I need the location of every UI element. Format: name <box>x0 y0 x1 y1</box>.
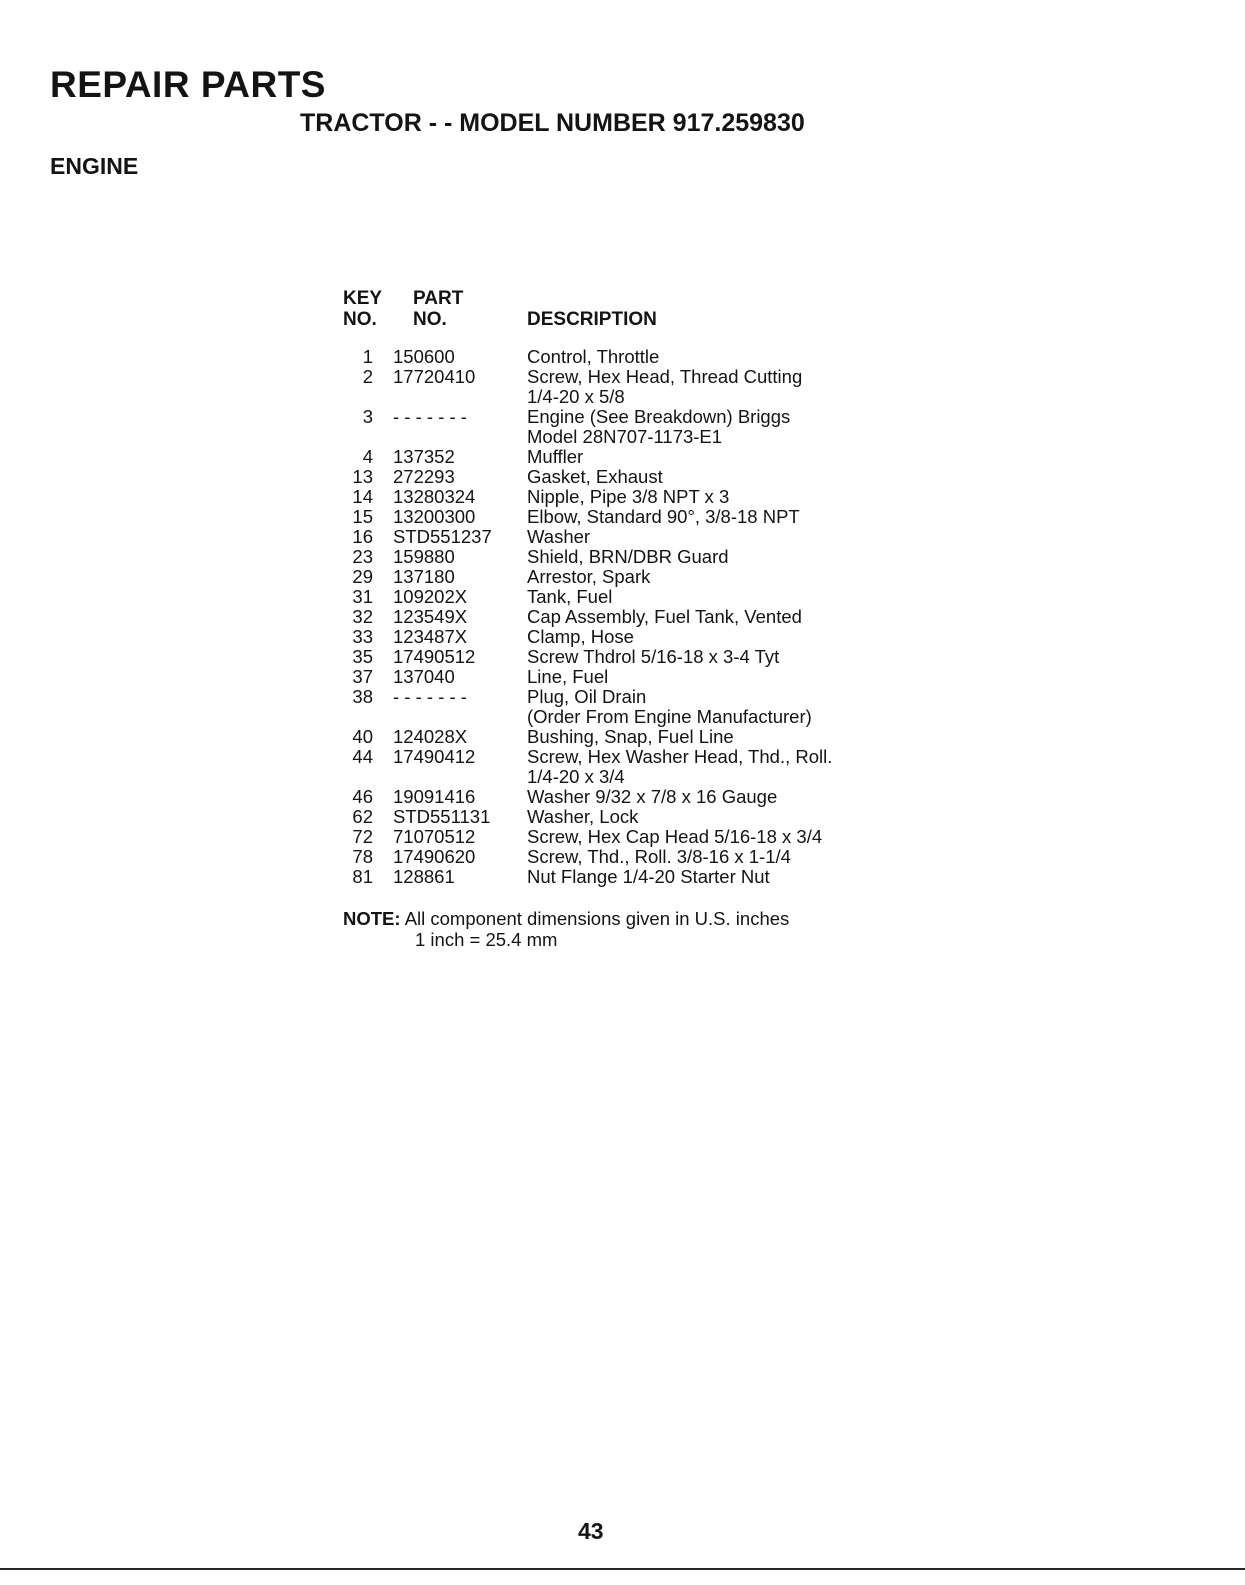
key-number: 14 <box>352 486 373 507</box>
model-number-heading: TRACTOR - - MODEL NUMBER 917.259830 <box>300 109 805 137</box>
note-text: All component dimensions given in U.S. inches <box>404 908 790 929</box>
part-description: Washer, Lock <box>527 806 639 827</box>
page-number: 43 <box>578 1518 604 1544</box>
part-number: 17490620 <box>393 846 476 867</box>
key-number: 32 <box>352 606 373 627</box>
part-description: Nipple, Pipe 3/8 NPT x 3 <box>527 486 730 507</box>
part-description: Tank, Fuel <box>527 586 613 607</box>
part-number: - - - - - - - <box>393 686 467 707</box>
part-description: Clamp, Hose <box>527 626 634 647</box>
key-number: 3 <box>362 406 373 427</box>
key-number: 23 <box>352 546 373 567</box>
table-row <box>330 467 890 487</box>
table-row <box>330 747 890 787</box>
part-number: 150600 <box>393 346 455 367</box>
part-number: 124028X <box>393 726 468 747</box>
part-description: Screw, Hex Head, Thread Cutting 1/4-20 x 5/8 <box>527 366 803 407</box>
key-number: 31 <box>352 586 373 607</box>
key-number: 38 <box>352 686 373 707</box>
part-number: 109202X <box>393 586 468 607</box>
table-row <box>330 827 890 847</box>
part-description: Arrestor, Spark <box>527 566 651 587</box>
table-row <box>330 347 890 367</box>
part-number: 17720410 <box>393 366 476 387</box>
part-description: Cap Assembly, Fuel Tank, Vented <box>527 606 802 627</box>
key-number: 72 <box>352 826 373 847</box>
table-row <box>330 567 890 587</box>
part-description: Line, Fuel <box>527 666 609 687</box>
key-number: 33 <box>352 626 373 647</box>
table-row <box>330 487 890 507</box>
part-number: 71070512 <box>393 826 476 847</box>
table-row <box>330 807 890 827</box>
part-description: Nut Flange 1/4-20 Starter Nut <box>527 866 770 887</box>
key-number: 81 <box>352 866 373 887</box>
part-description: Screw, Hex Cap Head 5/16-18 x 3/4 <box>527 826 823 847</box>
part-number: 137040 <box>393 666 455 687</box>
key-number: 1 <box>362 346 373 367</box>
part-description: Engine (See Breakdown) Briggs Model 28N707-1173-E1 <box>527 406 791 447</box>
key-number: 62 <box>352 806 373 827</box>
part-description: Washer 9/32 x 7/8 x 16 Gauge <box>527 786 778 807</box>
page-title: REPAIR PARTS <box>50 64 326 105</box>
key-number: 78 <box>352 846 373 867</box>
part-no-header-line2: NO. <box>413 309 447 330</box>
key-number: 35 <box>352 646 373 667</box>
part-number: 19091416 <box>393 786 476 807</box>
table-row <box>330 627 890 647</box>
part-description: Screw, Hex Washer Head, Thd., Roll. 1/4-20 x 3/4 <box>527 746 833 787</box>
part-description: Washer <box>527 526 591 547</box>
part-description: Gasket, Exhaust <box>527 466 663 487</box>
key-number: 46 <box>352 786 373 807</box>
table-row <box>330 847 890 867</box>
part-description: Elbow, Standard 90°, 3/8-18 NPT <box>527 506 800 527</box>
part-number: 128861 <box>393 866 455 887</box>
key-number: 29 <box>352 566 373 587</box>
part-number: 137352 <box>393 446 455 467</box>
key-number: 44 <box>352 746 373 767</box>
part-number: 17490412 <box>393 746 476 767</box>
part-number: - - - - - - - <box>393 406 467 427</box>
table-row <box>330 507 890 527</box>
part-description: Muffler <box>527 446 584 467</box>
part-number: 123487X <box>393 626 468 647</box>
part-number: 13280324 <box>393 486 476 507</box>
key-number: 15 <box>352 506 373 527</box>
part-description: Bushing, Snap, Fuel Line <box>527 726 734 747</box>
part-number: STD551237 <box>393 526 492 547</box>
part-description: Shield, BRN/DBR Guard <box>527 546 729 567</box>
note-conversion: 1 inch = 25.4 mm <box>415 929 558 950</box>
table-row <box>330 787 890 807</box>
table-row <box>330 407 890 447</box>
note-label: NOTE: <box>343 908 401 929</box>
part-description: Screw Thdrol 5/16-18 x 3-4 Tyt <box>527 646 780 667</box>
key-number: 37 <box>352 666 373 687</box>
key-number: 13 <box>352 466 373 487</box>
table-row <box>330 367 890 407</box>
table-row <box>330 587 890 607</box>
parts-table <box>330 347 890 887</box>
table-row <box>330 687 890 727</box>
table-row <box>330 547 890 567</box>
part-description: Screw, Thd., Roll. 3/8-16 x 1-1/4 <box>527 846 791 867</box>
part-no-header-line1: PART <box>413 288 464 309</box>
part-number: 137180 <box>393 566 455 587</box>
key-no-header-line2: NO. <box>343 309 377 330</box>
table-row <box>330 647 890 667</box>
part-description: Control, Throttle <box>527 346 660 367</box>
key-number: 2 <box>362 366 373 387</box>
bottom-rule <box>0 1568 1245 1570</box>
key-number: 40 <box>352 726 373 747</box>
part-number: 159880 <box>393 546 455 567</box>
table-row <box>330 607 890 627</box>
part-description: Plug, Oil Drain (Order From Engine Manufacturer) <box>527 686 812 727</box>
part-number: 123549X <box>393 606 468 627</box>
section-title: ENGINE <box>50 153 139 179</box>
key-no-header-line1: KEY <box>343 288 383 309</box>
part-number: STD551131 <box>393 806 491 827</box>
key-number: 4 <box>362 446 373 467</box>
part-number: 272293 <box>393 466 455 487</box>
key-number: 16 <box>352 526 373 547</box>
part-number: 17490512 <box>393 646 476 667</box>
description-header: DESCRIPTION <box>527 309 657 330</box>
table-row <box>330 447 890 467</box>
part-number: 13200300 <box>393 506 476 527</box>
table-row <box>330 527 890 547</box>
table-row <box>330 867 890 887</box>
table-row <box>330 667 890 687</box>
table-row <box>330 727 890 747</box>
note <box>343 908 789 929</box>
